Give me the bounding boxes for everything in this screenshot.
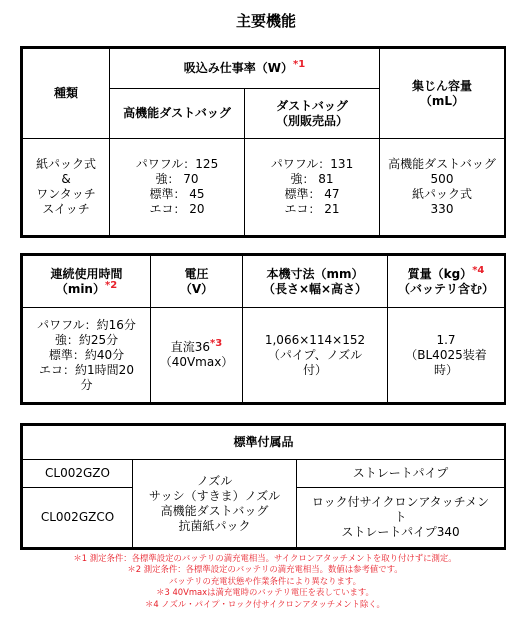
note-mark-2: *2: [104, 279, 118, 291]
page-title: 主要機能: [235, 12, 296, 30]
size-values: 1,066×114×152 （パイプ、ノズル 付）: [243, 308, 388, 403]
dustbag-values: パワフル：131 強： 81 標準： 47 エコ： 21: [245, 139, 380, 236]
model-cl002gzco: CL002GZCO: [23, 488, 133, 548]
voltage-header: 電圧 （V）: [151, 256, 243, 308]
capacity-values: 高機能ダストバッグ 500 紙パック式 330: [380, 139, 505, 236]
footnotes: [20, 553, 510, 610]
footnote-1: ＊1 測定条件：各標準設定のバッテリの満充電相当。サイクロンアタッチメントを取り付けずに測定。: [73, 553, 457, 563]
common-accessories: ノズル サッシ（すきま）ノズル 高機能ダストバッグ 抗菌紙パック: [133, 460, 297, 548]
suction-spec-table: [20, 46, 506, 238]
mass-values: 1.7 （BL4025装着 時）: [388, 308, 505, 403]
runtime-values: パワフル：約16分 強：約25分 標準：約40分 エコ：約1時間20 分: [23, 308, 151, 403]
note-mark-3: *3: [210, 338, 223, 349]
hf-dustbag-header: 高機能ダストバッグ: [110, 89, 245, 139]
model-2-accessories: ロック付サイクロンアタッチメン ト ストレートパイプ340: [297, 488, 505, 548]
size-header: 本機寸法（mm） （長さ×幅×高さ）: [243, 256, 388, 308]
accessories-table: [20, 423, 506, 550]
accessories-header: 標準付属品: [23, 426, 505, 460]
type-header: 種類: [23, 49, 110, 139]
note-mark-4: *4: [472, 264, 485, 276]
capacity-header: 集じん容量 （mL）: [380, 49, 505, 139]
mass-header: 質量（kg）$^{*4}$ （バッテリ含む）: [388, 256, 505, 308]
footnote-3: ＊3 40Vmaxは満充電時のバッテリ電圧を表しています。: [156, 587, 374, 598]
machine-spec-table: [20, 253, 506, 405]
note-mark-1: *1: [293, 59, 306, 70]
footnote-2-cont: バッテリの充電状態や作業条件により異なります。: [169, 575, 361, 586]
hf-dustbag-values: パワフル：125 強： 70 標準： 45 エコ： 20: [110, 139, 245, 236]
voltage-value: 直流36$^{*3}$ （40Vmax）: [151, 308, 243, 403]
suction-power-header: 吸込み仕事率$(W)^{*1}$: [110, 49, 380, 89]
dustbag-header: ダストバッグ （別販売品）: [245, 89, 380, 139]
footnote-4: ＊4 ノズル・パイプ・ロック付サイクロンアタッチメント除く。: [145, 598, 385, 609]
type-value: 紙パック式 & ワンタッチ スイッチ: [23, 139, 110, 236]
model-1-accessories: ストレートパイプ: [297, 460, 505, 488]
footnote-2: ＊2 測定条件：各標準設定のバッテリの満充電相当。数値は参考値です。: [127, 564, 403, 575]
runtime-header: 連続使用時間 $(\min)^{*2}$: [23, 256, 151, 308]
model-cl002gzo: CL002GZO: [23, 460, 133, 488]
